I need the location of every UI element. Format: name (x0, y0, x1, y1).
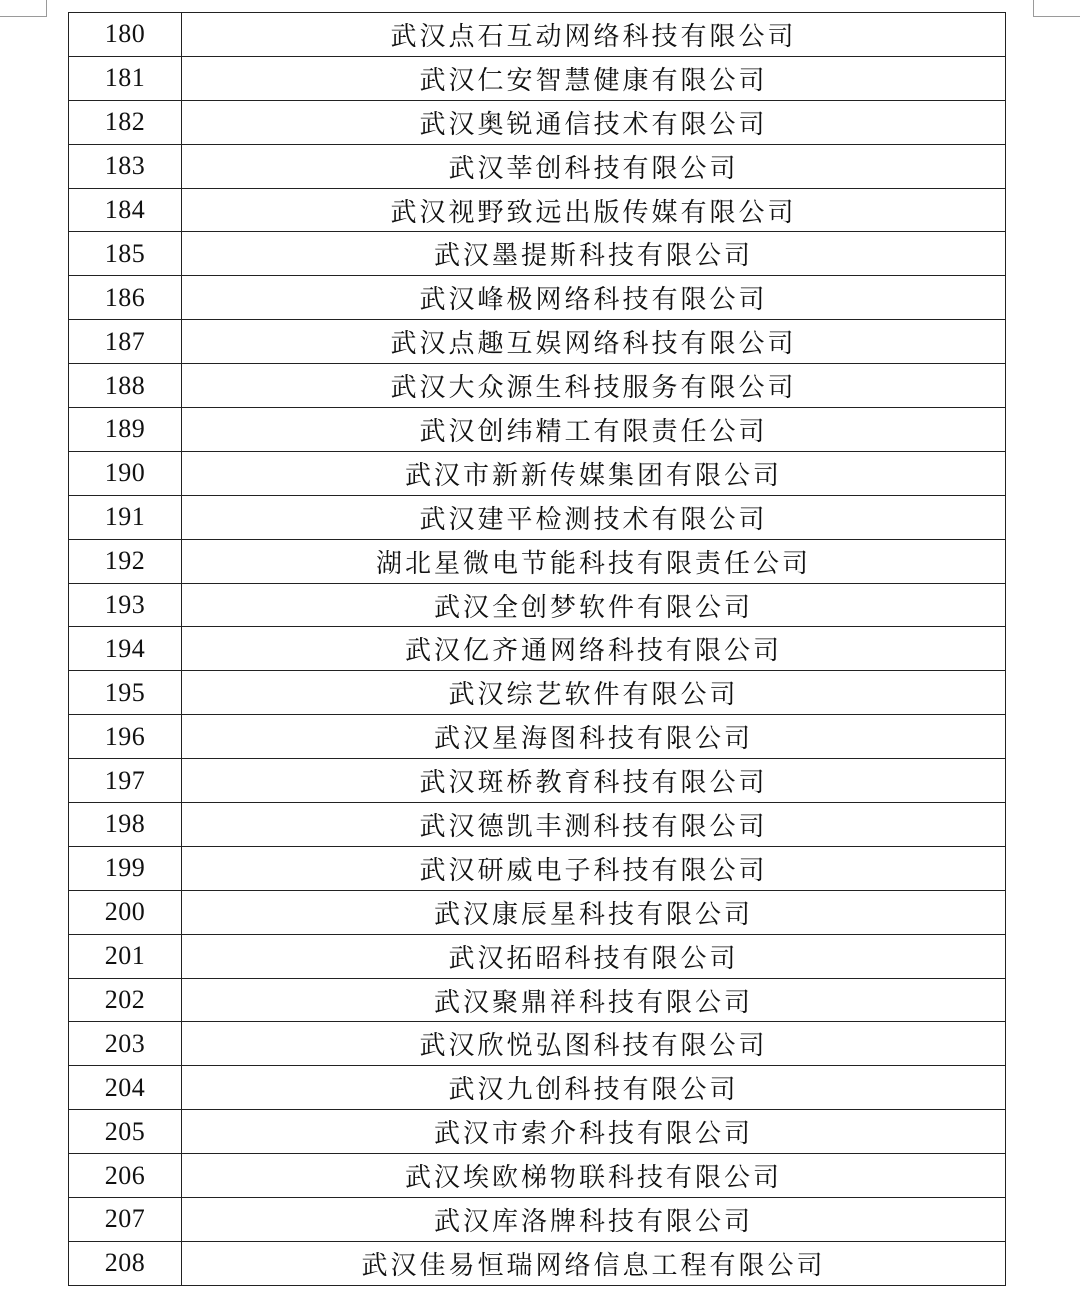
company-list-table (68, 12, 1006, 1286)
row-number: 194 (69, 627, 182, 671)
table-row (69, 759, 1006, 803)
row-number: 200 (69, 890, 182, 934)
table-row (69, 1022, 1006, 1066)
table-row (69, 715, 1006, 759)
company-name: 武汉德凯丰测科技有限公司 (182, 803, 1006, 847)
company-name: 武汉墨提斯科技有限公司 (182, 232, 1006, 276)
table-row (69, 1154, 1006, 1198)
table-row (69, 803, 1006, 847)
table-row (69, 1198, 1006, 1242)
table-row (69, 539, 1006, 583)
row-number: 206 (69, 1154, 182, 1198)
row-number: 187 (69, 320, 182, 364)
row-number: 180 (69, 13, 182, 57)
table-row (69, 934, 1006, 978)
row-number: 204 (69, 1066, 182, 1110)
row-number: 188 (69, 364, 182, 408)
row-number: 202 (69, 978, 182, 1022)
company-name: 武汉市索介科技有限公司 (182, 1110, 1006, 1154)
company-name: 武汉埃欧梯物联科技有限公司 (182, 1154, 1006, 1198)
row-number: 184 (69, 188, 182, 232)
row-number: 181 (69, 56, 182, 100)
company-name: 武汉星海图科技有限公司 (182, 715, 1006, 759)
company-name: 武汉库洛牌科技有限公司 (182, 1198, 1006, 1242)
company-name: 武汉亿齐通网络科技有限公司 (182, 627, 1006, 671)
company-name: 武汉斑桥教育科技有限公司 (182, 759, 1006, 803)
table-row (69, 56, 1006, 100)
company-name: 武汉全创梦软件有限公司 (182, 583, 1006, 627)
row-number: 203 (69, 1022, 182, 1066)
company-name: 武汉莘创科技有限公司 (182, 144, 1006, 188)
table-row (69, 627, 1006, 671)
row-number: 207 (69, 1198, 182, 1242)
row-number: 185 (69, 232, 182, 276)
table-row (69, 846, 1006, 890)
row-number: 191 (69, 495, 182, 539)
company-name: 武汉欣悦弘图科技有限公司 (182, 1022, 1006, 1066)
row-number: 183 (69, 144, 182, 188)
page-corner-mark-left (0, 0, 47, 17)
table-row (69, 1241, 1006, 1285)
table-row (69, 320, 1006, 364)
table-row (69, 188, 1006, 232)
company-name: 湖北星微电节能科技有限责任公司 (182, 539, 1006, 583)
table-row (69, 1110, 1006, 1154)
company-name: 武汉建平检测技术有限公司 (182, 495, 1006, 539)
table-row (69, 13, 1006, 57)
row-number: 186 (69, 276, 182, 320)
company-name: 武汉仁安智慧健康有限公司 (182, 56, 1006, 100)
company-name: 武汉研威电子科技有限公司 (182, 846, 1006, 890)
table-row (69, 451, 1006, 495)
table-body (69, 13, 1006, 1286)
company-name: 武汉视野致远出版传媒有限公司 (182, 188, 1006, 232)
company-name: 武汉综艺软件有限公司 (182, 671, 1006, 715)
table-row (69, 364, 1006, 408)
table-row (69, 890, 1006, 934)
row-number: 193 (69, 583, 182, 627)
company-name: 武汉市新新传媒集团有限公司 (182, 451, 1006, 495)
company-name: 武汉九创科技有限公司 (182, 1066, 1006, 1110)
company-name: 武汉点趣互娱网络科技有限公司 (182, 320, 1006, 364)
company-name: 武汉峰极网络科技有限公司 (182, 276, 1006, 320)
table-row (69, 978, 1006, 1022)
row-number: 196 (69, 715, 182, 759)
row-number: 199 (69, 846, 182, 890)
table-row (69, 232, 1006, 276)
row-number: 189 (69, 408, 182, 452)
table-row (69, 144, 1006, 188)
row-number: 195 (69, 671, 182, 715)
row-number: 201 (69, 934, 182, 978)
company-name: 武汉拓昭科技有限公司 (182, 934, 1006, 978)
table-row (69, 583, 1006, 627)
company-name: 武汉佳易恒瑞网络信息工程有限公司 (182, 1241, 1006, 1285)
company-name: 武汉大众源生科技服务有限公司 (182, 364, 1006, 408)
company-name: 武汉奥锐通信技术有限公司 (182, 100, 1006, 144)
table-row (69, 495, 1006, 539)
table-row (69, 1066, 1006, 1110)
table-row (69, 100, 1006, 144)
company-name: 武汉聚鼎祥科技有限公司 (182, 978, 1006, 1022)
row-number: 182 (69, 100, 182, 144)
table-row (69, 671, 1006, 715)
page-corner-mark-right (1033, 0, 1080, 17)
table-row (69, 408, 1006, 452)
row-number: 190 (69, 451, 182, 495)
table-row (69, 276, 1006, 320)
row-number: 197 (69, 759, 182, 803)
company-name: 武汉点石互动网络科技有限公司 (182, 13, 1006, 57)
row-number: 198 (69, 803, 182, 847)
row-number: 208 (69, 1241, 182, 1285)
company-name: 武汉康辰星科技有限公司 (182, 890, 1006, 934)
row-number: 192 (69, 539, 182, 583)
row-number: 205 (69, 1110, 182, 1154)
company-name: 武汉创纬精工有限责任公司 (182, 408, 1006, 452)
